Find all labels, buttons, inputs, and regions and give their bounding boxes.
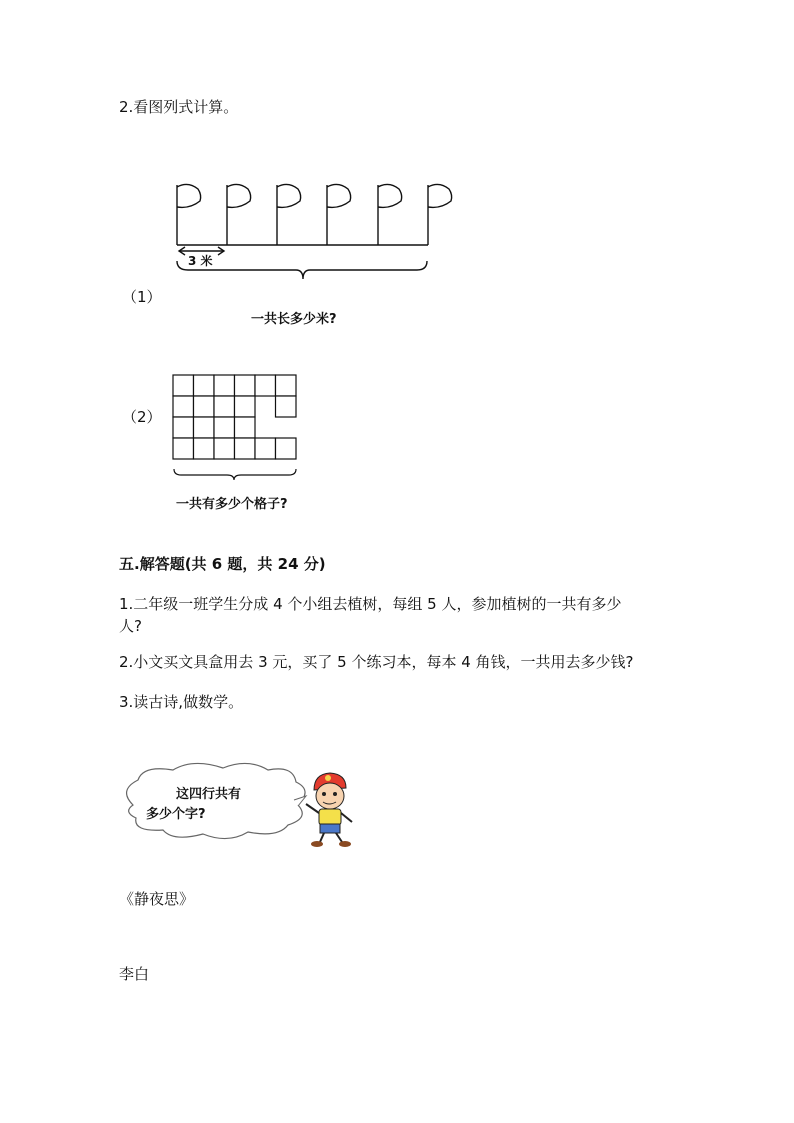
question-3: 3.读古诗,做数学。 xyxy=(119,693,244,711)
cartoon-boy xyxy=(306,773,352,847)
flag-5 xyxy=(378,184,402,245)
bubble-text-line-2: 多少个字? xyxy=(146,807,206,822)
part-2-label: （2） xyxy=(122,408,162,426)
question-2-title: 2.看图列式计算。 xyxy=(119,98,239,116)
length-brace xyxy=(177,261,427,279)
poem-author: 李白 xyxy=(119,965,150,983)
grid-brace xyxy=(174,469,296,480)
flag-2 xyxy=(227,184,251,245)
flag-3 xyxy=(277,184,301,245)
flag-1 xyxy=(177,184,201,245)
grid-figure xyxy=(165,368,310,493)
question-2: 2.小文买文具盒用去 3 元，买了 5 个练习本，每本 4 角钱，一共用去多少钱? xyxy=(119,653,634,671)
question-1-line-1: 1.二年级一班学生分成 4 个小组去植树，每组 5 人，参加植树的一共有多少 xyxy=(119,595,622,613)
part-1-question: 一共长多少米? xyxy=(251,312,337,327)
bubble-text-line-1: 这四行共有 xyxy=(176,787,242,802)
flag-6 xyxy=(428,184,452,245)
part-1-label: （1） xyxy=(122,288,162,306)
measure-label: 3 米 xyxy=(188,254,213,268)
section-5-heading: 五.解答题(共 6 题，共 24 分) xyxy=(119,555,326,573)
part-2-question: 一共有多少个格子? xyxy=(176,497,288,512)
speech-bubble-illustration xyxy=(118,760,368,850)
question-1-line-2: 人? xyxy=(119,617,142,635)
poem-title: 《静夜思》 xyxy=(119,890,195,908)
flags-group xyxy=(177,184,452,279)
flag-4 xyxy=(327,184,351,245)
